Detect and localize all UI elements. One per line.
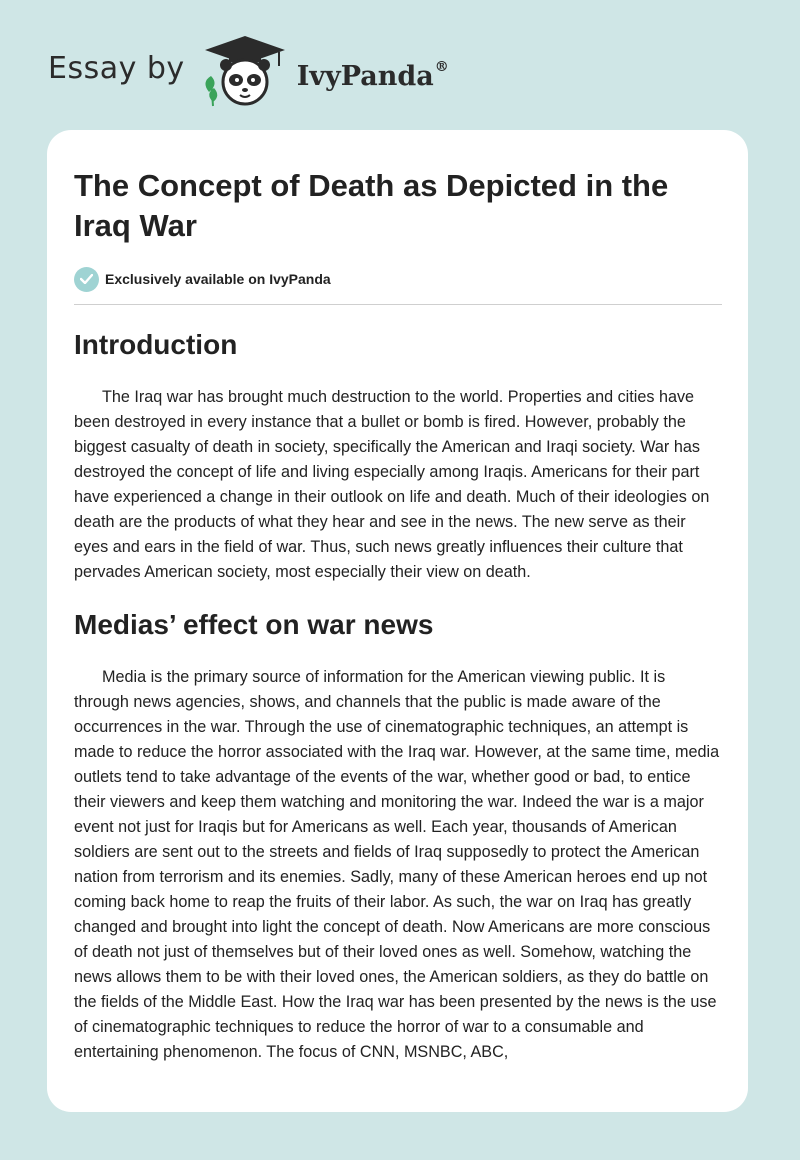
site-header — [48, 32, 449, 112]
check-circle-icon — [74, 267, 99, 292]
registered-mark: ® — [434, 58, 449, 75]
exclusive-label: Exclusively available on IvyPanda — [105, 271, 331, 287]
essay-card — [47, 130, 748, 1112]
panda-graduate-icon — [199, 32, 291, 112]
brand-name[interactable]: IvyPanda® — [296, 58, 449, 92]
section-paragraph-introduction: The Iraq war has brought much destruction to the world. Properties and cities have been destroyed in every instance that a bullet or bomb is fired. However, probably the biggest casualty of death in society, specifically the American and Iraqi society. War has destroyed the concept of life and living especially among Iraqis. Americans for their part have experienced a change in their outlook on life and death. Much of their ideologies on death are the products of what they hear and see in the news. The new serve as their eyes and ears in the field of war. Thus, such news greatly influences their culture that pervades American society, most especially their view on death. — [74, 388, 710, 581]
exclusive-badge — [74, 266, 722, 292]
section-heading-introduction: Introduction — [74, 329, 238, 360]
essay-by-label: Essay by — [48, 50, 185, 86]
section-heading-media-effect: Medias’ effect on war news — [74, 609, 434, 640]
section-paragraph-media-effect: Media is the primary source of information for the American viewing public. It is through news agencies, shows, and channels that the public is made aware of the occurrences in the war. Through the use of cinematographic techniques, an attempt is made to reduce the horror associated with the Iraq war. However, at the same time, media outlets tend to take advantage of the events of the war, whether good or bad, to entice their viewers and keep them watching and monitoring the war. Indeed the war is a major event not just for Iraqis but for Americans as well. Each year, thousands of American soldiers are sent out to the streets and fields of Iraq supposedly to protect the American nation from terrorism and its enemies. Sadly, many of these American heroes end up not coming back home to reap the fruits of their labor. As such, the war on Iraq has greatly changed and brought into light the concept of death. Now Americans are more conscious of death not just of themselves but of their loved ones as well. Somehow, watching the news allows them to be with their loved ones, the American soldiers, as they do battle on the fields of the Middle East. How the Iraq war has been presented by the news is the use of cinematographic techniques to reduce the horror of war to a consumable and entertaining phenomenon. The focus of CNN, MSNBC, ABC, — [74, 668, 720, 1061]
essay-title: The Concept of Death as Depicted in the Iraq War — [74, 168, 669, 243]
divider — [74, 304, 722, 305]
